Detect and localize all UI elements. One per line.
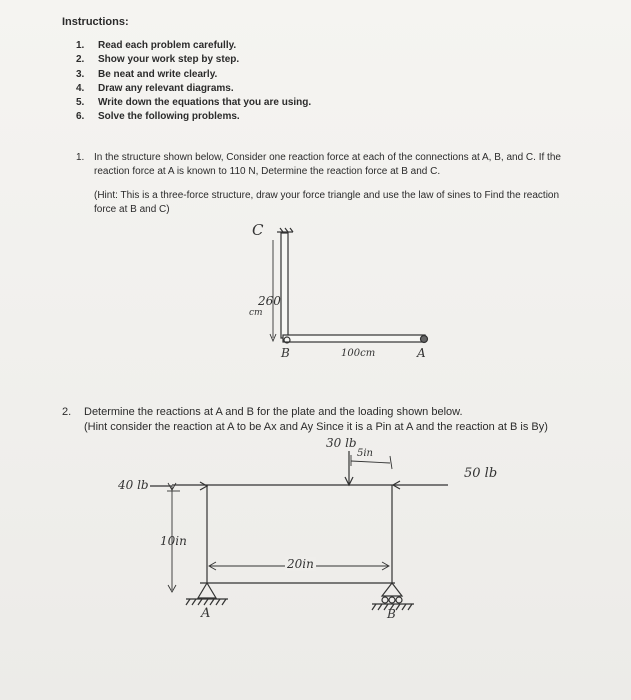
dim-5in-line bbox=[351, 461, 390, 463]
problem-1-number: 1. bbox=[76, 152, 85, 163]
dim-20in-label: 20in bbox=[287, 557, 314, 571]
problem-2-line-2: (Hint consider the reaction at A to be Ax and Ay Since it is a Pin at A and the reaction at B is By) bbox=[84, 420, 548, 433]
load-40lb-label: 40 lb bbox=[118, 478, 149, 492]
dim-10in-label: 10in bbox=[160, 534, 187, 548]
label-b: B bbox=[281, 346, 290, 360]
load-40lb-arrowhead bbox=[200, 482, 207, 490]
support-a-label: A bbox=[201, 606, 211, 621]
dim-vertical-value: 260 bbox=[258, 294, 281, 308]
problem-2-line-1: Determine the reactions at A and B for the plate and the loading shown below. bbox=[84, 406, 463, 418]
support-a bbox=[198, 583, 216, 598]
instruction-item: 6. Solve the following problems. bbox=[76, 111, 240, 123]
instructions-title: Instructions: bbox=[62, 16, 129, 28]
support-b-label: B bbox=[387, 607, 396, 621]
dim-horizontal: 100cm bbox=[341, 348, 376, 359]
instruction-item: 1. Read each problem carefully. bbox=[76, 40, 237, 51]
problem-2-number: 2. bbox=[62, 406, 72, 418]
dim-5in-label: 5in bbox=[357, 448, 374, 459]
problem-1-text: In the structure shown below, Consider one reaction force at each of the connections at A, B, and C. If the reaction force at A is known to 110 N, Determine the reaction force at B and C. bbox=[94, 152, 561, 177]
label-a: A bbox=[417, 346, 426, 360]
problem-1-hint: (Hint: This is a three-force structure, draw your force triangle and use the law of sines to Find the reaction force at B and C) bbox=[94, 190, 560, 215]
instruction-item: 2. Show your work step by step. bbox=[76, 54, 240, 66]
load-50lb-label: 50 lb bbox=[464, 466, 498, 481]
instruction-item: 3. Be neat and write clearly. bbox=[76, 68, 218, 80]
instruction-item: 5. Write down the equations that you are using. bbox=[76, 97, 312, 109]
dim-vertical-unit: cm bbox=[249, 308, 263, 318]
label-c: C bbox=[252, 221, 264, 239]
instruction-item: 4. Draw any relevant diagrams. bbox=[76, 82, 234, 94]
load-30lb-label: 30 lb bbox=[326, 436, 357, 450]
support-b bbox=[382, 583, 402, 596]
